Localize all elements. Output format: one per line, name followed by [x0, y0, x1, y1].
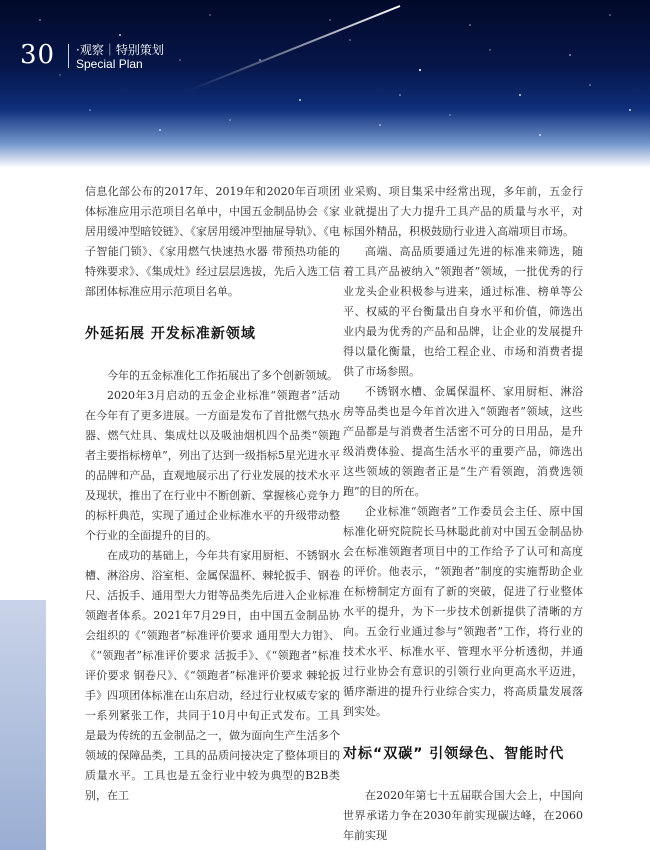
section-heading: 对标“双碳” 引领绿色、智能时代 — [343, 746, 565, 762]
section-heading: 外延拓展 开发标准新领域 — [85, 326, 256, 342]
header-banner — [0, 0, 650, 168]
right-column — [343, 182, 583, 846]
paragraph: 今年的五金标准化工作拓展出了多个创新领域。 — [107, 369, 338, 382]
paragraph: 2020年3月启动的五金企业标准“领跑者”活动在今年有了更多进展。一方面是发布了首批燃气热水器、燃气灶具、集成灶以及吸油烟机四个品类“领跑者主要指标榜单”，列出了达到一级指标5星光进水平的品牌和产品，直观地展示出了行业发展的技术水平及现状，推出了在行业中不断创新、掌握核心竞争力的标杆典范，实现了通过企业标准水平的升级带动整个行业的全面提升的目的。 — [85, 389, 340, 542]
paragraph: 高端、高品质要通过先进的标准来筛选，随着工具产品被纳入“领跑者”领域，一批优秀的行业龙头企业积极参与进来，通过标准、榜单等公平、权威的平台衡量出自身水平和价值，筛选出业内最为优秀的产品和品牌，让企业的发展提升得以量化衡量，也给工程企业、市场和消费者提供了市场参照。 — [343, 245, 583, 378]
section-title: ·观察｜特别策划 — [76, 43, 164, 57]
header-divider — [68, 44, 69, 68]
paragraph: 企业标准“领跑者”工作委员会主任、原中国标准化研究院院长马林聪此前对中国五金制品协会在标准领跑者项目中的工作给予了认可和高度的评价。他表示，“领跑者”制度的实施帮助企业在标榜制定方面有了新的突破，促进了行业整体水平的提升，为下一步技术创新提供了清晰的方向。五金行业通过参与“领跑者”工作，将行业的技术水平、标准水平、管理水平分析透彻，并通过行业协会有意识的引领行业向更高水平迈进，循序渐进的提升行业综合实力，将高质量发展落到实处。 — [343, 505, 583, 718]
left-column — [85, 182, 340, 806]
paragraph: 在成功的基础上，今年共有家用厨柜、不锈钢水槽、淋浴房、浴室柜、金属保温杯、棘轮扳手、钢卷尺、活扳手、通用型大力钳等品类先后进入企业标准领跑者体系。2021年7月29日，由中国五金制品协会组织的《“领跑者”标准评价要求 通用型大力钳》、《“领跑者”标准评价要求 活扳手》、《“领跑者”标准评价要求 钢卷尺》、《“领跑者”标准评价要求 棘轮扳手》四项团体标准在山东启动，经过行业权威专家的一系列紧张工作，共同于10月中旬正式发布。工具是最为传统的五金制品之一，做为面向生产生活多个领域的保障品类，工具的品质问接决定了整体项目的质量水平。工具也是五金行业中较为典型的B2B类别，在工 — [85, 549, 340, 802]
starfield-image — [0, 0, 650, 168]
section-subtitle: Special Plan — [76, 57, 143, 71]
page-number: 30 — [20, 40, 56, 70]
paragraph: 在2020年第七十五届联合国大会上，中国向世界承诺力争在2030年前实现碳达峰，在2060年前实现 — [343, 789, 583, 842]
paragraph: 信息化部公布的2017年、2019年和2020年百项团体标准应用示范项目名单中，中国五金制品协会《家居用缓冲型暗铰链》、《家居用缓冲型抽屉导轨》、《电子智能门锁》、《家用燃气快速热水器 带预热功能的特殊要求》、《集成灶》经过层层选拔，先后入选工信部团体标准应用示范项目名单。 — [85, 185, 340, 298]
paragraph: 不锈钢水槽、金属保温杯、家用厨柜、淋浴房等品类也是今年首次进入“领跑者”领域，这些产品都是与消费者生活密不可分的日用品，是升级消费体验、提高生活水平的重要产品，筛选出这些领域的领跑者正是“生产看领跑，消费选领跑”的目的所在。 — [343, 385, 583, 498]
paragraph: 业采购、项目集采中经常出现，多年前，五金行业就提出了大力提升工具产品的质量与水平，对标国外精品，积极鼓励行业进入高端项目市场。 — [343, 185, 583, 238]
side-decoration — [0, 600, 46, 850]
